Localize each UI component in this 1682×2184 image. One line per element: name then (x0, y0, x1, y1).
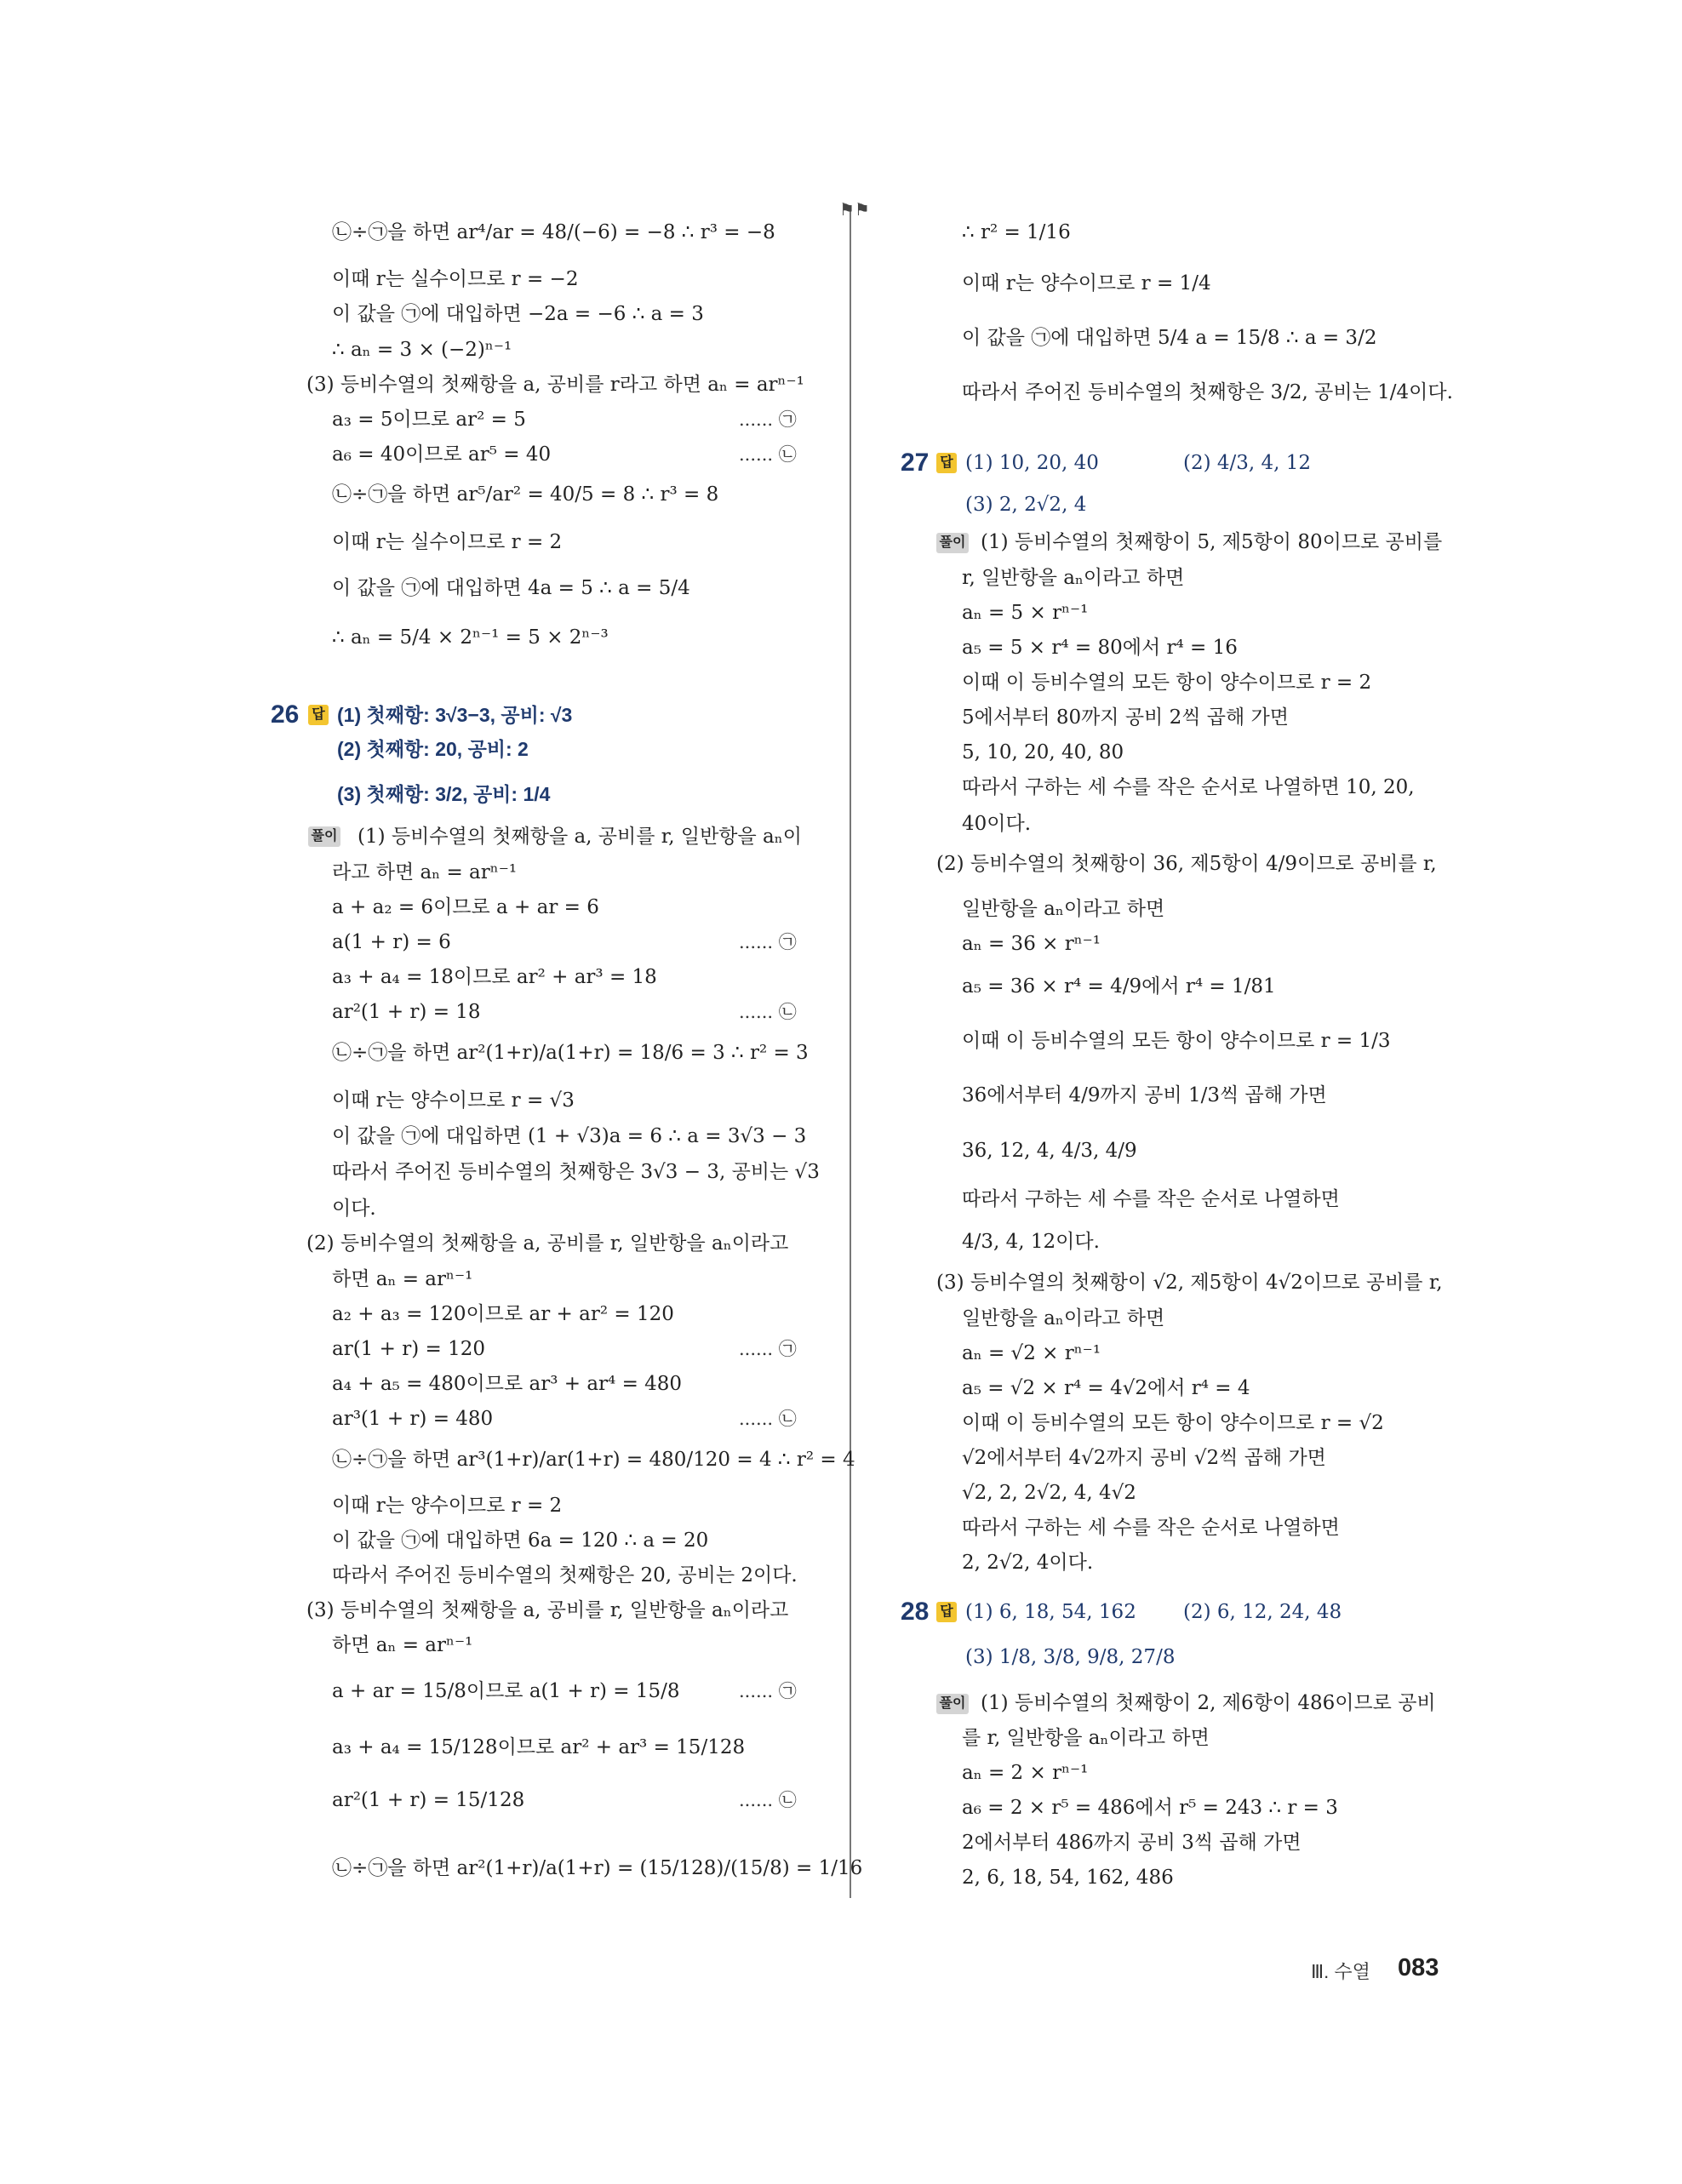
answer-line: (1) 첫째항: 3√3−3, 공비: √3 (337, 704, 573, 726)
text-line: r, 일반항을 aₙ이라고 하면 (962, 567, 1185, 589)
text-line: 이때 r는 실수이므로 r = −2 (332, 268, 579, 290)
answer-line: (2) 4/3, 4, 12 (1183, 452, 1312, 474)
left-column (0, 0, 863, 1958)
answer-badge: 답 (936, 1602, 957, 1622)
text-line: ㉡÷㉠을 하면 ar⁵/ar² = 40/5 = 8 ∴ r³ = 8 (332, 483, 719, 506)
text-line: 2에서부터 486까지 공비 3씩 곱해 가면 (962, 1832, 1302, 1854)
text-line: 이때 이 등비수열의 모든 항이 양수이므로 r = √2 (962, 1412, 1384, 1434)
text-line: a₄ + a₅ = 480이므로 ar³ + ar⁴ = 480 (332, 1373, 683, 1395)
question-number: 28 (901, 1598, 930, 1626)
text-line: 2, 6, 18, 54, 162, 486 (962, 1867, 1174, 1889)
text-line: aₙ = 36 × rⁿ⁻¹ (962, 933, 1101, 955)
text-line: 하면 aₙ = arⁿ⁻¹ (332, 1268, 473, 1290)
text-line: 5에서부터 80까지 공비 2씩 곱해 가면 (962, 706, 1289, 729)
text-line: a₆ = 2 × r⁵ = 486에서 r⁵ = 243 ∴ r = 3 (962, 1797, 1338, 1819)
text-line: (2) 등비수열의 첫째항을 a, 공비를 r, 일반항을 aₙ이라고 (306, 1232, 789, 1255)
answer-badge: 답 (308, 705, 329, 725)
equation-marker: ...... ㉡ (739, 444, 797, 465)
text-line: 일반항을 aₙ이라고 하면 (962, 1307, 1165, 1329)
text-line: ar(1 + r) = 120 (332, 1338, 485, 1360)
text-line: ar²(1 + r) = 18 (332, 1001, 481, 1023)
answer-line: (2) 6, 12, 24, 48 (1183, 1601, 1342, 1623)
text-line: 이때 r는 양수이므로 r = 2 (332, 1495, 563, 1517)
text-line: 이때 이 등비수열의 모든 항이 양수이므로 r = 1/3 (962, 1030, 1391, 1052)
answer-line: (1) 6, 18, 54, 162 (965, 1601, 1136, 1623)
text-line: 4/3, 4, 12이다. (962, 1231, 1100, 1253)
text-line: √2, 2, 2√2, 4, 4√2 (962, 1482, 1136, 1504)
text-line: 이 값을 ㉠에 대입하면 4a = 5 ∴ a = 5/4 (332, 577, 690, 599)
solution-badge: 풀이 (936, 533, 969, 553)
text-line: 40이다. (962, 813, 1032, 835)
text-line: (3) 등비수열의 첫째항이 √2, 제5항이 4√2이므로 공비를 r, (936, 1272, 1443, 1294)
text-line: a + a₂ = 6이므로 a + ar = 6 (332, 896, 599, 918)
equation-marker: ...... ㉠ (739, 932, 797, 952)
text-line: 이 값을 ㉠에 대입하면 (1 + √3)a = 6 ∴ a = 3√3 − 3 (332, 1125, 807, 1147)
text-line: ㉡÷㉠을 하면 ar²(1+r)/a(1+r) = 18/6 = 3 ∴ r² = 3 (332, 1042, 809, 1064)
text-line: ∴ r² = 1/16 (962, 221, 1071, 243)
text-line: (2) 등비수열의 첫째항이 36, 제5항이 4/9이므로 공비를 r, (936, 853, 1437, 875)
text-line: aₙ = √2 × rⁿ⁻¹ (962, 1342, 1101, 1364)
text-line: 따라서 주어진 등비수열의 첫째항은 20, 공비는 2이다. (332, 1564, 798, 1587)
text-line: ar³(1 + r) = 480 (332, 1408, 494, 1430)
text-line: a₅ = 5 × r⁴ = 80에서 r⁴ = 16 (962, 637, 1238, 659)
page-number: 083 (1398, 1954, 1439, 1981)
text-line: ∴ aₙ = 3 × (−2)ⁿ⁻¹ (332, 339, 512, 361)
solution-badge: 풀이 (936, 1694, 969, 1714)
text-line: (1) 등비수열의 첫째항을 a, 공비를 r, 일반항을 aₙ이 (358, 826, 802, 848)
equation-marker: ...... ㉠ (739, 1339, 797, 1359)
text-line: 36에서부터 4/9까지 공비 1/3씩 곱해 가면 (962, 1084, 1327, 1106)
right-column (851, 0, 1682, 1958)
answer-badge: 답 (936, 453, 957, 473)
text-line: 하면 aₙ = arⁿ⁻¹ (332, 1634, 473, 1656)
text-line: 이때 r는 실수이므로 r = 2 (332, 531, 563, 553)
text-line: ㉡÷㉠을 하면 ar⁴/ar = 48/(−6) = −8 ∴ r³ = −8 (332, 221, 775, 243)
text-line: a₃ = 5이므로 ar² = 5 (332, 409, 526, 431)
text-line: (3) 등비수열의 첫째항을 a, 공비를 r라고 하면 aₙ = arⁿ⁻¹ (306, 374, 804, 396)
question-number: 27 (901, 449, 930, 477)
text-line: 일반항을 aₙ이라고 하면 (962, 898, 1165, 920)
answer-line: (1) 10, 20, 40 (965, 452, 1099, 474)
text-line: 2, 2√2, 4이다. (962, 1552, 1094, 1574)
text-line: 이때 이 등비수열의 모든 항이 양수이므로 r = 2 (962, 672, 1372, 694)
text-line: a + ar = 15/8이므로 a(1 + r) = 15/8 (332, 1680, 680, 1702)
text-line: a₃ + a₄ = 18이므로 ar² + ar³ = 18 (332, 966, 657, 988)
text-line: 따라서 구하는 세 수를 작은 순서로 나열하면 (962, 1517, 1340, 1539)
equation-marker: ...... ㉡ (739, 1409, 797, 1429)
text-line: ar²(1 + r) = 15/128 (332, 1789, 525, 1811)
text-line: ㉡÷㉠을 하면 ar³(1+r)/ar(1+r) = 480/120 = 4 ∴ r² = 4 (332, 1449, 855, 1471)
text-line: aₙ = 2 × rⁿ⁻¹ (962, 1762, 1089, 1784)
text-line: aₙ = 5 × rⁿ⁻¹ (962, 602, 1089, 624)
text-line: 36, 12, 4, 4/3, 4/9 (962, 1140, 1137, 1162)
text-line: (3) 등비수열의 첫째항을 a, 공비를 r, 일반항을 aₙ이라고 (306, 1599, 789, 1621)
text-line: 이 값을 ㉠에 대입하면 5/4 a = 15/8 ∴ a = 3/2 (962, 327, 1377, 349)
text-line: 이다. (332, 1198, 376, 1220)
text-line: (1) 등비수열의 첫째항이 5, 제5항이 80이므로 공비를 (981, 531, 1443, 553)
text-line: 라고 하면 aₙ = arⁿ⁻¹ (332, 861, 518, 883)
text-line: 따라서 구하는 세 수를 작은 순서로 나열하면 10, 20, (962, 776, 1415, 798)
text-line: ㉡÷㉠을 하면 ar²(1+r)/a(1+r) = (15/128)/(15/8) = 1/16 (332, 1857, 863, 1879)
text-line: 따라서 구하는 세 수를 작은 순서로 나열하면 (962, 1188, 1340, 1210)
text-line: 따라서 주어진 등비수열의 첫째항은 3/2, 공비는 1/4이다. (962, 381, 1453, 403)
text-line: 이 값을 ㉠에 대입하면 6a = 120 ∴ a = 20 (332, 1529, 709, 1552)
text-line: 이 값을 ㉠에 대입하면 −2a = −6 ∴ a = 3 (332, 303, 704, 325)
answer-line: (3) 1/8, 3/8, 9/8, 27/8 (965, 1646, 1176, 1668)
text-line: (1) 등비수열의 첫째항이 2, 제6항이 486이므로 공비 (981, 1692, 1436, 1714)
text-line: 이때 r는 양수이므로 r = 1/4 (962, 272, 1211, 294)
text-line: 를 r, 일반항을 aₙ이라고 하면 (962, 1727, 1210, 1749)
text-line: a₆ = 40이므로 ar⁵ = 40 (332, 443, 552, 466)
equation-marker: ...... ㉡ (739, 1790, 797, 1810)
text-line: a₅ = 36 × r⁴ = 4/9에서 r⁴ = 1/81 (962, 975, 1276, 998)
equation-marker: ...... ㉠ (739, 1681, 797, 1701)
equation-marker: ...... ㉠ (739, 409, 797, 430)
text-line: a₃ + a₄ = 15/128이므로 ar² + ar³ = 15/128 (332, 1736, 746, 1758)
text-line: a(1 + r) = 6 (332, 931, 451, 953)
divider-ornament-icon: ⚑⚑ (839, 199, 870, 220)
text-line: 이때 r는 양수이므로 r = √3 (332, 1089, 575, 1112)
text-line: 5, 10, 20, 40, 80 (962, 741, 1124, 763)
text-line: 따라서 주어진 등비수열의 첫째항은 3√3 − 3, 공비는 √3 (332, 1161, 820, 1183)
footer-section-label: Ⅲ. 수열 (1311, 1961, 1370, 1982)
answer-line: (3) 첫째항: 3/2, 공비: 1/4 (337, 783, 551, 805)
text-line: a₅ = √2 × r⁴ = 4√2에서 r⁴ = 4 (962, 1377, 1250, 1399)
question-number: 26 (271, 700, 300, 729)
answer-line: (3) 2, 2√2, 4 (965, 494, 1087, 516)
text-line: a₂ + a₃ = 120이므로 ar + ar² = 120 (332, 1303, 674, 1325)
equation-marker: ...... ㉡ (739, 1002, 797, 1022)
solution-badge: 풀이 (308, 826, 340, 847)
text-line: ∴ aₙ = 5/4 × 2ⁿ⁻¹ = 5 × 2ⁿ⁻³ (332, 626, 609, 649)
text-line: √2에서부터 4√2까지 공비 √2씩 곱해 가면 (962, 1447, 1326, 1469)
answer-line: (2) 첫째항: 20, 공비: 2 (337, 738, 529, 760)
